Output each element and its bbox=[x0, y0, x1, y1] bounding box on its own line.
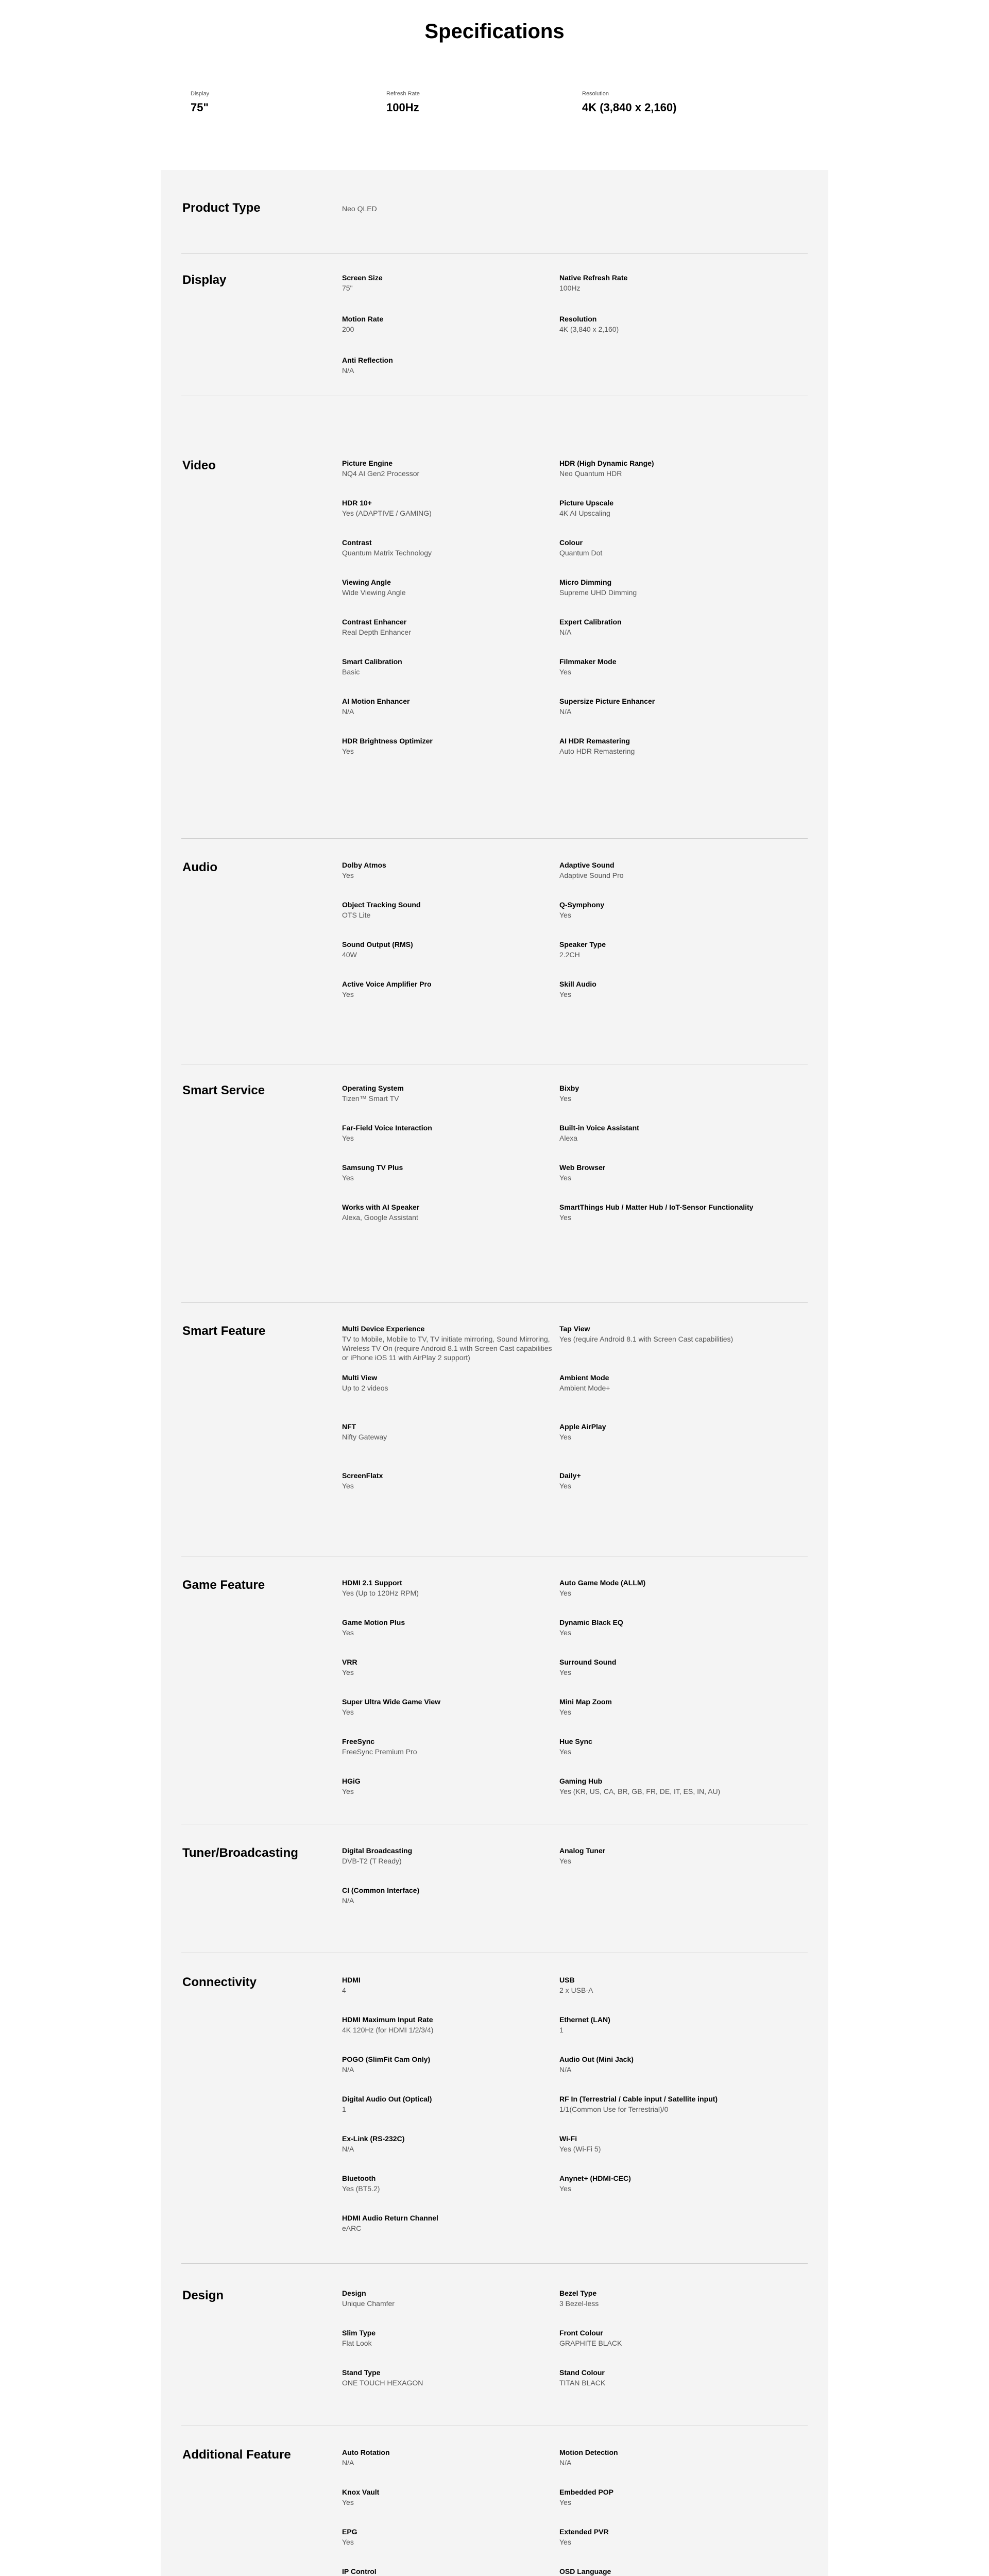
spec-label: Stand Colour bbox=[559, 2368, 605, 2377]
spec-value: 4K 120Hz (for HDMI 1/2/3/4) bbox=[342, 2026, 434, 2034]
spec-label: VRR bbox=[342, 1658, 357, 1666]
summary-label: Resolution bbox=[582, 91, 609, 97]
spec-item bbox=[559, 900, 776, 920]
spec-item bbox=[342, 2567, 558, 2576]
spec-item bbox=[342, 1618, 558, 1637]
spec-label: Hue Sync bbox=[559, 1737, 592, 1745]
section-divider bbox=[181, 1302, 808, 1303]
spec-item bbox=[342, 1657, 558, 1677]
spec-value: OTS Lite bbox=[342, 911, 371, 919]
spec-item bbox=[342, 1083, 558, 1103]
spec-item bbox=[559, 2368, 776, 2387]
spec-item bbox=[559, 2527, 776, 2547]
spec-label: Expert Calibration bbox=[559, 618, 622, 626]
spec-value: Yes bbox=[559, 1589, 571, 1597]
spec-item bbox=[342, 1422, 558, 1442]
spec-value: Yes bbox=[559, 1213, 571, 1222]
spec-label: Dolby Atmos bbox=[342, 861, 386, 869]
section-title: Display bbox=[182, 273, 227, 287]
spec-value: 2 x USB-A bbox=[559, 1986, 593, 1994]
spec-value: Yes bbox=[559, 1708, 571, 1716]
spec-label: Far-Field Voice Interaction bbox=[342, 1124, 432, 1132]
spec-item bbox=[342, 2487, 558, 2507]
spec-label: Picture Engine bbox=[342, 459, 393, 467]
spec-item bbox=[342, 1324, 558, 1362]
spec-value: N/A bbox=[559, 707, 572, 716]
spec-label: SmartThings Hub / Matter Hub / IoT-Sensor Functionality bbox=[559, 1203, 754, 1211]
spec-value: Wide Viewing Angle bbox=[342, 588, 406, 597]
spec-value: Alexa bbox=[559, 1134, 578, 1142]
spec-value: Yes bbox=[559, 990, 571, 998]
spec-item bbox=[342, 201, 558, 213]
spec-label: Front Colour bbox=[559, 2329, 603, 2337]
spec-label: Digital Broadcasting bbox=[342, 1846, 413, 1855]
spec-item bbox=[342, 2055, 558, 2074]
spec-value: Unique Chamfer bbox=[342, 2299, 395, 2308]
spec-value: 4K (3,840 x 2,160) bbox=[559, 325, 619, 333]
section-title: Additional Feature bbox=[182, 2448, 291, 2462]
spec-value: Yes bbox=[342, 1629, 354, 1637]
spec-label: Works with AI Speaker bbox=[342, 1203, 420, 1211]
spec-value: Yes (Up to 120Hz RPM) bbox=[342, 1589, 419, 1597]
spec-label: Auto Rotation bbox=[342, 2448, 390, 2456]
spec-item bbox=[342, 2368, 558, 2387]
spec-item bbox=[342, 1373, 558, 1393]
spec-value: 3 Bezel-less bbox=[559, 2299, 599, 2308]
spec-label: Bluetooth bbox=[342, 2174, 376, 2182]
spec-item bbox=[342, 2289, 558, 2308]
spec-value: N/A bbox=[342, 1896, 354, 1905]
spec-label: Web Browser bbox=[559, 1163, 606, 1172]
spec-item bbox=[559, 2134, 776, 2154]
spec-item bbox=[342, 314, 558, 334]
spec-value: Alexa, Google Assistant bbox=[342, 1213, 418, 1222]
spec-item bbox=[342, 736, 558, 756]
spec-label: CI (Common Interface) bbox=[342, 1886, 420, 1894]
section-title: Tuner/Broadcasting bbox=[182, 1846, 298, 1860]
spec-value: GRAPHITE BLACK bbox=[559, 2339, 622, 2347]
spec-item bbox=[342, 273, 558, 293]
spec-value: N/A bbox=[559, 2065, 572, 2074]
summary-label: Refresh Rate bbox=[386, 91, 420, 97]
spec-label: OSD Language bbox=[559, 2567, 611, 2575]
spec-item bbox=[342, 1776, 558, 1796]
spec-label: Speaker Type bbox=[559, 940, 606, 948]
spec-value: Yes (ADAPTIVE / GAMING) bbox=[342, 509, 432, 517]
spec-value: Yes bbox=[559, 668, 571, 676]
spec-item bbox=[559, 860, 776, 880]
spec-value: Yes bbox=[559, 1629, 571, 1637]
spec-label: Bixby bbox=[559, 1084, 579, 1092]
section-title: Connectivity bbox=[182, 1975, 257, 1989]
summary-display bbox=[191, 91, 386, 132]
spec-label: Supersize Picture Enhancer bbox=[559, 697, 655, 705]
spec-label: Auto Game Mode (ALLM) bbox=[559, 1579, 646, 1587]
summary-value: 4K (3,840 x 2,160) bbox=[582, 101, 677, 114]
spec-label: Skill Audio bbox=[559, 980, 596, 988]
spec-item bbox=[342, 860, 558, 880]
spec-label: Daily+ bbox=[559, 1471, 581, 1480]
spec-item bbox=[342, 2328, 558, 2348]
spec-label: Native Refresh Rate bbox=[559, 274, 628, 282]
spec-label: RF In (Terrestrial / Cable input / Satellite input) bbox=[559, 2095, 718, 2103]
spec-item bbox=[559, 2448, 776, 2467]
spec-item bbox=[342, 1123, 558, 1143]
spec-label: Motion Detection bbox=[559, 2448, 618, 2456]
spec-label: Q-Symphony bbox=[559, 901, 605, 909]
spec-item bbox=[559, 2487, 776, 2507]
spec-label: Apple AirPlay bbox=[559, 1422, 606, 1431]
spec-value: N/A bbox=[559, 628, 572, 636]
summary-value: 100Hz bbox=[386, 101, 419, 114]
spec-label: HDMI 2.1 Support bbox=[342, 1579, 402, 1587]
spec-label: Multi View bbox=[342, 1374, 378, 1382]
spec-value: Ambient Mode+ bbox=[559, 1384, 610, 1392]
spec-value: Yes bbox=[342, 871, 354, 879]
spec-item bbox=[342, 1737, 558, 1756]
spec-value: Yes bbox=[342, 747, 354, 755]
spec-value: ONE TOUCH HEXAGON bbox=[342, 2379, 423, 2387]
spec-value: Flat Look bbox=[342, 2339, 372, 2347]
spec-item bbox=[342, 979, 558, 999]
spec-label: Filmmaker Mode bbox=[559, 657, 617, 666]
spec-item bbox=[342, 355, 558, 375]
spec-item bbox=[342, 1975, 558, 1995]
spec-item bbox=[559, 1324, 776, 1344]
spec-value: Yes bbox=[342, 2538, 354, 2546]
spec-item bbox=[342, 2015, 558, 2035]
spec-item bbox=[559, 538, 776, 557]
spec-value: Quantum Matrix Technology bbox=[342, 549, 432, 557]
spec-label: Ex-Link (RS-232C) bbox=[342, 2134, 405, 2143]
spec-item bbox=[342, 538, 558, 557]
spec-item bbox=[559, 459, 776, 478]
spec-label: Stand Type bbox=[342, 2368, 381, 2377]
spec-item bbox=[342, 2448, 558, 2467]
spec-value: Yes bbox=[559, 1482, 571, 1490]
spec-item bbox=[559, 1975, 776, 1995]
spec-label: Gaming Hub bbox=[559, 1777, 603, 1785]
spec-label: Screen Size bbox=[342, 274, 383, 282]
spec-value: Yes bbox=[342, 1134, 354, 1142]
spec-value: 1 bbox=[559, 2026, 564, 2034]
spec-item bbox=[559, 1471, 776, 1490]
spec-item bbox=[559, 736, 776, 756]
spec-value: Up to 2 videos bbox=[342, 1384, 388, 1392]
section-title: Product Type bbox=[182, 201, 261, 215]
spec-item bbox=[559, 2174, 776, 2193]
spec-item bbox=[342, 459, 558, 478]
spec-item bbox=[342, 940, 558, 959]
spec-item bbox=[559, 1083, 776, 1103]
spec-value: TV to Mobile, Mobile to TV, TV initiate mirroring, Sound Mirroring, Wireless TV On (require Android 8.1 with Screen Cast capabilities or iPhone iOS 11 with AirPlay 2 support) bbox=[342, 1335, 552, 1362]
spec-value: Nifty Gateway bbox=[342, 1433, 387, 1441]
spec-item bbox=[342, 2094, 558, 2114]
spec-value: 40W bbox=[342, 951, 357, 959]
spec-label: Micro Dimming bbox=[559, 578, 612, 586]
spec-value: N/A bbox=[559, 2459, 572, 2467]
spec-item bbox=[559, 2055, 776, 2074]
spec-label: Digital Audio Out (Optical) bbox=[342, 2095, 432, 2103]
spec-value: N/A bbox=[342, 2459, 354, 2467]
spec-item bbox=[342, 2134, 558, 2154]
spec-label: NFT bbox=[342, 1422, 356, 1431]
spec-value: Yes bbox=[559, 2538, 571, 2546]
spec-value: Yes bbox=[559, 1857, 571, 1865]
spec-item bbox=[559, 1422, 776, 1442]
spec-value: Yes bbox=[342, 1787, 354, 1795]
spec-label: Resolution bbox=[559, 315, 597, 323]
spec-label: Analog Tuner bbox=[559, 1846, 606, 1855]
spec-label: HDMI bbox=[342, 1976, 361, 1984]
spec-label: USB bbox=[559, 1976, 575, 1984]
section-title: Smart Service bbox=[182, 1083, 265, 1097]
spec-item bbox=[559, 498, 776, 518]
summary-resolution bbox=[582, 91, 778, 132]
spec-label: Wi-Fi bbox=[559, 2134, 577, 2143]
spec-item bbox=[342, 1163, 558, 1182]
spec-item bbox=[559, 273, 776, 293]
spec-value: 75" bbox=[342, 284, 353, 292]
section-title: Smart Feature bbox=[182, 1324, 266, 1338]
spec-value: 100Hz bbox=[559, 284, 581, 292]
spec-label: Game Motion Plus bbox=[342, 1618, 405, 1626]
spec-summary bbox=[0, 91, 989, 132]
spec-value: Neo Quantum HDR bbox=[559, 469, 622, 478]
spec-label: Anynet+ (HDMI-CEC) bbox=[559, 2174, 631, 2182]
spec-value: Basic bbox=[342, 668, 360, 676]
spec-value: 4K AI Upscaling bbox=[559, 509, 610, 517]
spec-item bbox=[559, 2328, 776, 2348]
spec-label: HGiG bbox=[342, 1777, 361, 1785]
spec-label: Adaptive Sound bbox=[559, 861, 615, 869]
spec-value: Yes bbox=[342, 1174, 354, 1182]
spec-label: HDR 10+ bbox=[342, 499, 372, 507]
spec-label: Smart Calibration bbox=[342, 657, 402, 666]
spec-label: Ambient Mode bbox=[559, 1374, 609, 1382]
spec-item bbox=[342, 498, 558, 518]
spec-label: HDR (High Dynamic Range) bbox=[559, 459, 654, 467]
spec-item bbox=[342, 697, 558, 716]
spec-item bbox=[559, 1618, 776, 1637]
spec-item bbox=[342, 2174, 558, 2193]
spec-value: Yes (Wi-Fi 5) bbox=[559, 2145, 601, 2153]
spec-value: N/A bbox=[342, 2145, 354, 2153]
spec-label: Super Ultra Wide Game View bbox=[342, 1698, 441, 1706]
spec-item bbox=[342, 1846, 558, 1866]
spec-value: 4 bbox=[342, 1986, 346, 1994]
summary-label: Display bbox=[191, 91, 210, 97]
spec-item bbox=[342, 1202, 558, 1222]
spec-item bbox=[559, 314, 776, 334]
spec-item bbox=[559, 2567, 776, 2576]
spec-value: Yes bbox=[342, 1482, 354, 1490]
spec-value: DVB-T2 (T Ready) bbox=[342, 1857, 402, 1865]
spec-label: Audio Out (Mini Jack) bbox=[559, 2055, 634, 2063]
spec-label: Tap View bbox=[559, 1325, 590, 1333]
spec-item bbox=[559, 617, 776, 637]
spec-item bbox=[342, 1697, 558, 1717]
spec-value: Yes bbox=[342, 1708, 354, 1716]
spec-label: ScreenFlatx bbox=[342, 1471, 383, 1480]
spec-value: N/A bbox=[342, 366, 354, 375]
spec-item bbox=[342, 2527, 558, 2547]
spec-item bbox=[342, 1471, 558, 1490]
spec-item bbox=[559, 1846, 776, 1866]
spec-value: Yes (require Android 8.1 with Screen Cast capabilities) bbox=[559, 1335, 734, 1343]
spec-item bbox=[559, 1123, 776, 1143]
spec-value: 1 bbox=[342, 2105, 346, 2113]
spec-item bbox=[559, 940, 776, 959]
spec-item bbox=[559, 1697, 776, 1717]
spec-item bbox=[342, 2213, 558, 2233]
spec-item bbox=[559, 2289, 776, 2308]
spec-label: Embedded POP bbox=[559, 2488, 614, 2496]
spec-label: AI Motion Enhancer bbox=[342, 697, 410, 705]
spec-value: N/A bbox=[342, 2065, 354, 2074]
spec-value: Yes bbox=[559, 1174, 571, 1182]
spec-item bbox=[559, 1373, 776, 1393]
spec-item bbox=[559, 697, 776, 716]
spec-label: Contrast Enhancer bbox=[342, 618, 407, 626]
spec-label: Dynamic Black EQ bbox=[559, 1618, 623, 1626]
spec-label: Active Voice Amplifier Pro bbox=[342, 980, 432, 988]
spec-value: Yes bbox=[559, 911, 571, 919]
spec-label: Anti Reflection bbox=[342, 356, 393, 364]
spec-label: HDMI Maximum Input Rate bbox=[342, 2015, 433, 2024]
spec-value: Yes bbox=[559, 1433, 571, 1441]
spec-item bbox=[559, 657, 776, 676]
spec-label: Contrast bbox=[342, 538, 372, 547]
spec-value: N/A bbox=[342, 707, 354, 716]
spec-label: Operating System bbox=[342, 1084, 404, 1092]
spec-label: Samsung TV Plus bbox=[342, 1163, 403, 1172]
spec-label: Extended PVR bbox=[559, 2528, 609, 2536]
spec-value: Yes (KR, US, CA, BR, GB, FR, DE, IT, ES, IN, AU) bbox=[559, 1787, 721, 1795]
spec-item bbox=[559, 1657, 776, 1677]
spec-value: NQ4 AI Gen2 Processor bbox=[342, 469, 420, 478]
spec-item bbox=[342, 657, 558, 676]
spec-label: HDR Brightness Optimizer bbox=[342, 737, 433, 745]
spec-item bbox=[342, 578, 558, 597]
spec-item bbox=[559, 1578, 776, 1598]
spec-value: Auto HDR Remastering bbox=[559, 747, 635, 755]
spec-item bbox=[342, 1886, 558, 1905]
spec-label: Colour bbox=[559, 538, 583, 547]
spec-item bbox=[559, 2094, 776, 2114]
spec-label: Multi Device Experience bbox=[342, 1325, 425, 1333]
spec-item bbox=[559, 578, 776, 597]
spec-label: AI HDR Remastering bbox=[559, 737, 630, 745]
spec-value: Neo QLED bbox=[342, 205, 377, 213]
spec-label: Knox Vault bbox=[342, 2488, 380, 2496]
page-title: Specifications bbox=[424, 20, 565, 43]
spec-label: Built-in Voice Assistant bbox=[559, 1124, 639, 1132]
spec-item bbox=[559, 1737, 776, 1756]
spec-value: Adaptive Sound Pro bbox=[559, 871, 624, 879]
spec-value: Quantum Dot bbox=[559, 549, 603, 557]
spec-label: Surround Sound bbox=[559, 1658, 617, 1666]
spec-label: IP Control bbox=[342, 2567, 377, 2575]
spec-item bbox=[342, 617, 558, 637]
specs-panel bbox=[161, 170, 828, 2576]
spec-value: Tizen™ Smart TV bbox=[342, 1094, 399, 1103]
section-title: Design bbox=[182, 2289, 224, 2302]
spec-value: Yes bbox=[342, 990, 354, 998]
section-divider bbox=[181, 2263, 808, 2264]
spec-value: Yes bbox=[559, 1668, 571, 1676]
spec-value: Yes (BT5.2) bbox=[342, 2184, 380, 2193]
spec-label: Sound Output (RMS) bbox=[342, 940, 413, 948]
spec-label: EPG bbox=[342, 2528, 357, 2536]
spec-label: Slim Type bbox=[342, 2329, 376, 2337]
spec-value: Yes bbox=[559, 2498, 571, 2506]
section-title: Audio bbox=[182, 860, 217, 874]
spec-value: Yes bbox=[559, 1094, 571, 1103]
spec-label: Mini Map Zoom bbox=[559, 1698, 612, 1706]
spec-label: Picture Upscale bbox=[559, 499, 614, 507]
spec-value: FreeSync Premium Pro bbox=[342, 1748, 417, 1756]
spec-value: Real Depth Enhancer bbox=[342, 628, 411, 636]
spec-label: Motion Rate bbox=[342, 315, 384, 323]
section-title: Video bbox=[182, 459, 216, 472]
summary-value: 75" bbox=[191, 101, 209, 114]
spec-value: 200 bbox=[342, 325, 354, 333]
spec-label: Ethernet (LAN) bbox=[559, 2015, 610, 2024]
spec-value: Yes bbox=[559, 2184, 571, 2193]
spec-label: FreeSync bbox=[342, 1737, 375, 1745]
spec-value: eARC bbox=[342, 2224, 362, 2232]
spec-item bbox=[559, 1202, 776, 1222]
spec-value: Supreme UHD Dimming bbox=[559, 588, 637, 597]
spec-label: POGO (SlimFit Cam Only) bbox=[342, 2055, 431, 2063]
spec-value: Yes bbox=[342, 1668, 354, 1676]
spec-label: HDMI Audio Return Channel bbox=[342, 2214, 438, 2222]
spec-label: Bezel Type bbox=[559, 2289, 597, 2297]
spec-item bbox=[342, 1578, 558, 1598]
spec-item bbox=[559, 979, 776, 999]
spec-label: Object Tracking Sound bbox=[342, 901, 421, 909]
spec-label: Design bbox=[342, 2289, 366, 2297]
spec-value: 1/1(Common Use for Terrestrial)/0 bbox=[559, 2105, 669, 2113]
spec-value: TITAN BLACK bbox=[559, 2379, 606, 2387]
spec-item bbox=[559, 2015, 776, 2035]
section-divider bbox=[181, 838, 808, 839]
spec-item bbox=[559, 1776, 776, 1796]
spec-item bbox=[342, 900, 558, 920]
spec-item bbox=[559, 1163, 776, 1182]
spec-label: Viewing Angle bbox=[342, 578, 391, 586]
summary-refresh-rate bbox=[386, 91, 582, 132]
spec-value: 2.2CH bbox=[559, 951, 580, 959]
spec-value: Yes bbox=[342, 2498, 354, 2506]
section-divider bbox=[181, 253, 808, 254]
spec-value: Yes bbox=[559, 1748, 571, 1756]
section-title: Game Feature bbox=[182, 1578, 265, 1592]
